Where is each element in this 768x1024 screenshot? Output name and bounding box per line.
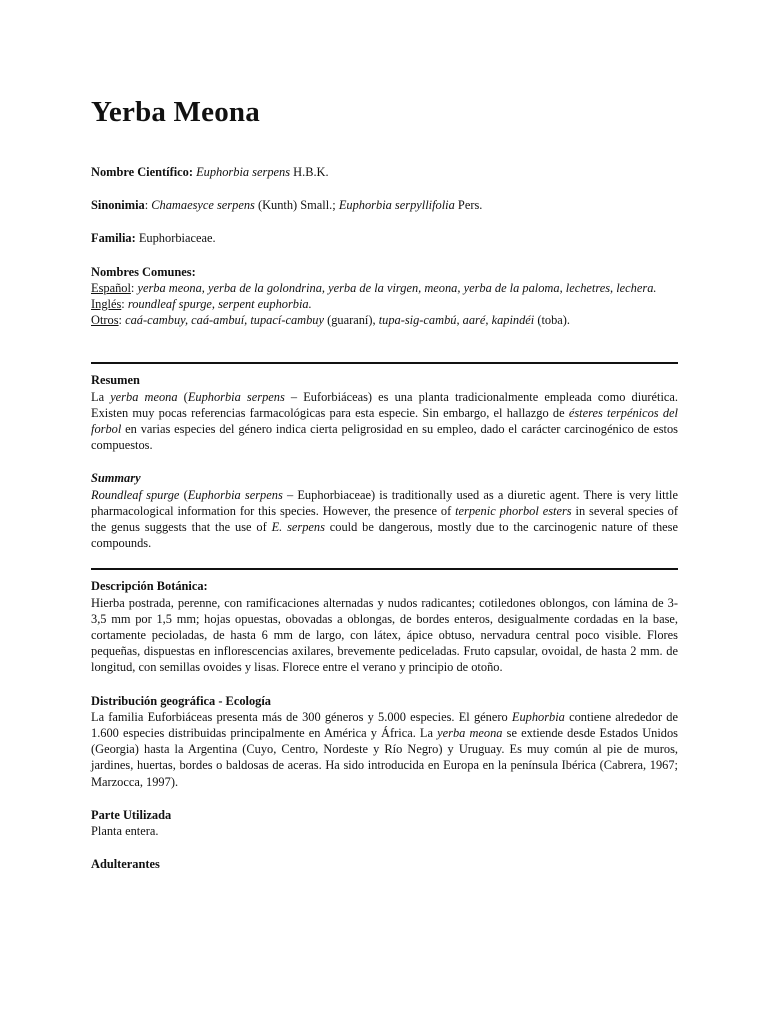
- distribution-text: La familia Euforbiáceas presenta más de 300 géneros y 5.000 especies. El género Euphorbia contiene alrededor de 1.600 especies distribuidas principalmente en América y África. La yerba meona se extiende desde Estados Unidos (Georgia) hasta la Argentina (Cuyo, Centro, Nordeste y Río Negro) y Uruguay. Es muy común al pie de muros, jardines, huertas, bordes o baldosas de aceras. Ha sido introducida en Europa en la península Ibérica (Cabrera, 1967; Marzocca, 1997).: [91, 709, 678, 789]
- family-label: Familia:: [91, 231, 136, 246]
- part-used-heading: Parte Utilizada: [91, 807, 172, 822]
- family-value: Euphorbiaceae.: [135, 231, 216, 246]
- adulterants-heading: Adulterantes: [91, 857, 160, 872]
- spanish-label: Español: [91, 280, 131, 295]
- description-text: Hierba postrada, perenne, con ramificaciones alternadas y nudos radicantes; cotiledones oblongos, con lámina de 3-3,5 mm por 1,5 mm; hojas opuestas, obovadas a oblongas, de bordes enteros, desigualmente cordadas en la base, cortamente pecioladas, de hasta 6 mm de largo, con látex, ápice obtuso, nervadura central poco visible. Flores pequeñas, dispuestas en inflorescencias axilares, brevemente pediceladas. Fruto capsular, ovoidal, de hasta 2 mm. de longitud, con semillas ovoides y lisas. Florece entre el verano y principio de otoño.: [91, 595, 678, 675]
- other-names-guarani: caá-cambuy, caá-ambuí, tupací-cambuy: [125, 313, 324, 328]
- synonymy-label: Sinonimia: [91, 198, 145, 213]
- description-heading: Descripción Botánica:: [91, 579, 208, 594]
- scientific-name: Euphorbia serpens: [196, 165, 291, 179]
- english-names: roundleaf spurge, serpent euphorbia.: [127, 297, 312, 312]
- common-names-other: Otros: caá-cambuy, caá-ambuí, tupací-cambuy (guaraní), tupa-sig-cambú, aaré, kapindéi (toba).: [91, 313, 571, 328]
- common-names-spanish: Español: yerba meona, yerba de la golondrina, yerba de la virgen, meona, yerba de la paloma, lechetres, lechera.: [91, 280, 657, 295]
- abstract-text: La yerba meona (Euphorbia serpens – Euforbiáceas) es una planta tradicionalmente empleada como diurética. Existen muy pocas referencias farmacológicas para esta especie. Sin embargo, el hallazgo de ésteres terpénicos del forbol en varias especies del género indica cierta peligrosidad en su empleo, dado el carácter carcinogénico de estos compuestos.: [91, 389, 678, 453]
- other-label: Otros: [91, 313, 119, 328]
- common-names-heading: Nombres Comunes:: [91, 264, 196, 279]
- scientific-name-label: Nombre Científico:: [91, 165, 193, 179]
- distribution-heading: Distribución geográfica - Ecología: [91, 693, 271, 708]
- summary-text: Roundleaf spurge (Euphorbia serpens – Euphorbiaceae) is traditionally used as a diuretic agent. There is very little pharmacological information for this species. However, the presence of terpenic phorbol esters in several species of the genus suggests that the use of E. serpens could be dangerous, mostly due to the carcinogenic nature of these compounds.: [91, 487, 678, 551]
- document-page: [91, 96, 678, 873]
- english-label: Inglés: [91, 297, 122, 312]
- page-title: Yerba Meona: [91, 96, 260, 128]
- synonym-2-author: Pers.: [454, 198, 483, 213]
- summary-heading: Summary: [91, 471, 141, 486]
- scientific-name-author: H.B.K.: [290, 165, 329, 179]
- scientific-name-line: [91, 164, 678, 180]
- abstract-heading: Resumen: [91, 373, 140, 388]
- synonym-2: Euphorbia serpyllifolia: [338, 198, 455, 213]
- other-names-toba: tupa-sig-cambú, aaré, kapindéi: [378, 313, 535, 328]
- family-line: [91, 230, 678, 246]
- synonym-1: Chamaesyce serpens: [151, 198, 255, 213]
- spanish-names: yerba meona, yerba de la golondrina, yerba de la virgen, meona, yerba de la paloma, lechetres, lechera.: [137, 280, 657, 295]
- synonymy-line: [91, 197, 678, 213]
- part-used-text: Planta entera.: [91, 824, 159, 839]
- synonym-1-author: (Kunth) Small.;: [254, 198, 339, 213]
- common-names-english: Inglés: roundleaf spurge, serpent euphorbia.: [91, 297, 312, 312]
- synonymy-sep: :: [144, 198, 152, 213]
